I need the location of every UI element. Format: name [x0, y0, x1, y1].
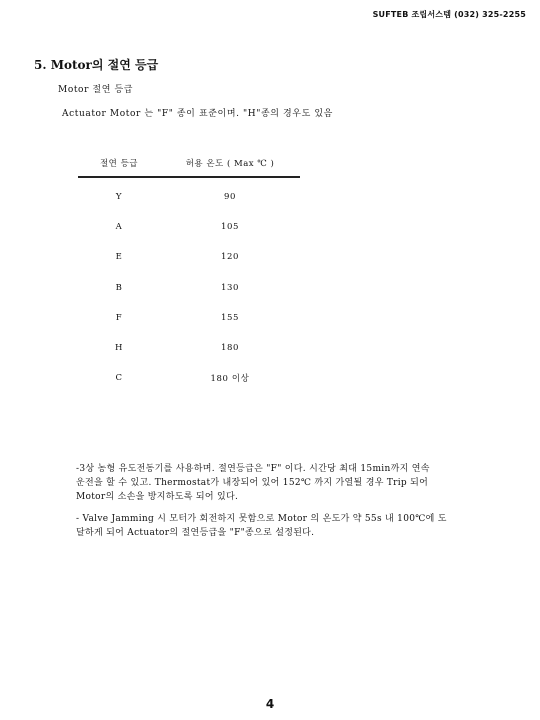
- paragraph-line: - Valve Jamming 시 모터가 회전하지 못함으로 Motor 의 온도가 약 55s 내 100℃에 도: [76, 514, 447, 524]
- max-temp-cell: 120: [220, 252, 240, 263]
- table-body: [78, 182, 300, 393]
- max-temp-cell: 105: [220, 222, 240, 233]
- paragraph-valve-jamming: [76, 512, 496, 540]
- max-temp-cell: 180 이상: [210, 374, 250, 385]
- section-heading: 5. Motor의 절연 등급: [34, 58, 159, 72]
- table-row: [78, 333, 300, 363]
- insulation-class-cell: A: [115, 222, 123, 233]
- paragraph-line: 운전을 할 수 있고. Thermostat가 내장되어 있어 152℃ 까지 가열될 경우 Trip 되어: [76, 478, 429, 488]
- max-temp-cell: 130: [220, 282, 240, 293]
- paragraph-line: -3상 농형 유도전동기를 사용하며. 절연등급은 "F" 이다. 시간당 최대 15min까지 연속: [76, 464, 430, 474]
- table-row: [78, 242, 300, 272]
- intro-text: Actuator Motor 는 "F" 종이 표준이며. "H"종의 경우도 있음: [62, 109, 333, 119]
- table-row: [78, 273, 300, 303]
- insulation-class-table: [78, 150, 300, 393]
- table-row: [78, 212, 300, 242]
- column-header-class: 절연 등급: [99, 159, 139, 169]
- insulation-class-cell: E: [115, 252, 123, 263]
- page-number: 4: [265, 697, 275, 711]
- table-header-row: [78, 150, 300, 178]
- paragraph-line: Motor의 소손을 방지하도록 되어 있다.: [76, 492, 239, 502]
- insulation-class-cell: F: [115, 312, 123, 323]
- table-row: [78, 363, 300, 393]
- table-row: [78, 182, 300, 212]
- page-header: SUFTEB 조립서스템 (032) 325-2255: [372, 10, 526, 19]
- max-temp-cell: 180: [220, 343, 240, 354]
- paragraph-line: 달하게 되어 Actuator의 절연등급을 "F"종으로 설정된다.: [76, 528, 315, 538]
- insulation-class-cell: Y: [115, 192, 123, 203]
- paragraph-motor-description: [76, 462, 496, 504]
- insulation-class-cell: H: [114, 343, 123, 354]
- max-temp-cell: 155: [220, 312, 240, 323]
- table-row: [78, 303, 300, 333]
- section-subheading: Motor 절연 등급: [58, 85, 134, 95]
- insulation-class-cell: B: [115, 282, 123, 293]
- column-header-max-temp: 허용 온도 ( Max ℃ ): [185, 159, 275, 169]
- max-temp-cell: 90: [223, 192, 237, 203]
- insulation-class-cell: C: [115, 373, 123, 384]
